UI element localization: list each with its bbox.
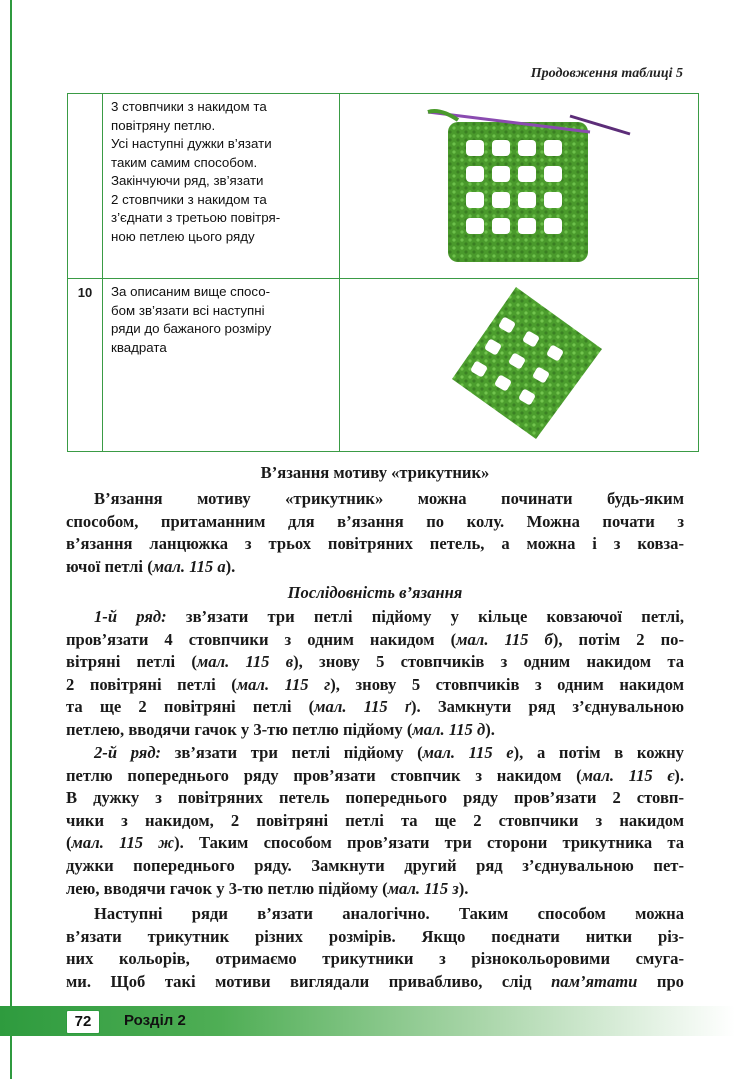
step-description (103, 94, 340, 279)
desc-line: ряди до бажаного розміру (111, 321, 272, 336)
figure-ref: мал. 115 в (196, 652, 294, 672)
table-row (68, 94, 699, 279)
text-line (66, 651, 684, 674)
text-fragment: ). Замкнути ряд з’єднувальною (411, 697, 684, 717)
text-line: дужки попереднього ряду. Замкнути другий ряд з’єднувальною пет- (66, 855, 684, 875)
text-line (66, 606, 684, 629)
text-line: В дужку з повітряних петель попереднього ряду пров’язати 2 стовп- (66, 788, 684, 808)
footer-bar (0, 1006, 735, 1036)
text-fragment: 2 повітряні петлі ( (66, 674, 237, 694)
text-line: в’язання ланцюжка з трьох повітряних петель, а можна і з ковза- (66, 534, 684, 554)
text-line: в’язати трикутник різних розмірів. Якщо поєднати нитки різ- (66, 926, 684, 946)
step-image-cell (340, 279, 699, 452)
text-line (66, 674, 684, 697)
text-fragment: лею, вводячи гачок у 3-тю петлю підйому ( (66, 878, 388, 898)
section-title: В’язання мотиву «трикутник» (260, 463, 490, 482)
desc-line: таким самим способом. (111, 154, 258, 170)
text-line: Наступні ряди в’язати аналогічно. Таким способом можна (94, 904, 684, 923)
text-line: чики з накидом, 2 повітряні петлі та ще 2 стовпчики з накидом (66, 810, 684, 830)
desc-line: з’єднати з третьою повітря- (111, 210, 281, 225)
text-fragment: ), знову 5 стовпчиків з одним накидом та (293, 652, 684, 672)
table-row (68, 279, 699, 452)
text-line (66, 878, 684, 901)
text-fragment: ), знову 5 стовпчиків з одним накидом (330, 674, 684, 694)
step-number (68, 94, 103, 279)
row1-paragraph (66, 606, 684, 742)
text-fragment: ). (674, 765, 684, 785)
text-fragment: ), а потім в кожну (513, 743, 684, 762)
figure-ref: мал. 115 є (581, 765, 675, 785)
text-line (66, 765, 684, 788)
desc-line: Усі наступні дужки в’язати (111, 136, 272, 151)
text-line (66, 832, 684, 855)
text-line: способом, притаманним для в’язання по колу. Можна почати з (66, 511, 684, 531)
text-fragment: ючої петлі ( (66, 556, 153, 576)
text-fragment: та ще 2 повітряні петлі ( (66, 697, 315, 717)
text-line (66, 696, 684, 719)
text-line: них кольорів, отримаємо трикутники з різнокольоровими смуга- (66, 949, 684, 969)
figure-ref: мал. 115 з (387, 878, 459, 898)
intro-paragraph (66, 488, 684, 578)
text-line (66, 719, 684, 742)
text-fragment: вітряні петлі ( (66, 652, 197, 672)
instruction-table (67, 93, 699, 452)
desc-line: ною петлею цього ряду (111, 228, 255, 244)
figure-ref: мал. 115 ж (71, 833, 175, 853)
sequence-title (66, 582, 684, 605)
text-fragment: про (637, 971, 684, 991)
step-description (103, 279, 340, 452)
text-fragment: петлю попереднього ряду пров’язати стовпчик з накидом ( (66, 765, 582, 785)
desc-line: квадрата (111, 339, 167, 355)
desc-line: 3 стовпчики з накидом та (111, 99, 267, 114)
text-fragment: ). (225, 556, 236, 576)
figure-ref: мал. 115 б (456, 629, 553, 649)
text-fragment: ). Таким способом пров’язати три сторони трикутника та (174, 833, 684, 853)
row2-paragraph (66, 742, 684, 900)
figure-ref: мал. 115 а (152, 556, 226, 576)
row-label: 1-й ряд: (94, 607, 167, 626)
figure-ref: мал. 115 е (422, 743, 514, 762)
desc-line: повітряну петлю. (111, 117, 216, 133)
text-fragment: ). (485, 719, 495, 739)
emphasis: пам’ятати (551, 971, 638, 991)
figure-ref: мал. 115 г (236, 674, 331, 694)
text-fragment: ( (66, 833, 72, 853)
final-paragraph (66, 903, 684, 993)
desc-line: бом зв’язати всі наступні (111, 302, 265, 318)
page-number: 72 (66, 1010, 100, 1034)
desc-line: 2 стовпчики з накидом та (111, 191, 267, 207)
text-line: В’язання мотиву «трикутник» можна починати будь-яким (94, 489, 684, 508)
text-fragment: ). (458, 878, 469, 898)
text-line (66, 629, 684, 652)
figure-ref: мал. 115 д (412, 719, 486, 739)
step-image-cell (340, 94, 699, 279)
text-fragment: ), потім 2 по- (552, 629, 684, 649)
text-line (66, 742, 684, 765)
crochet-square-finished-image (340, 279, 696, 443)
text-fragment: зв’язати три петлі підйому у кільце ковзаючої петлі, (166, 607, 684, 626)
text-line (66, 556, 684, 579)
chapter-label: Розділ 2 (124, 1012, 186, 1029)
desc-line: Закінчуючи ряд, зв’язати (111, 173, 264, 188)
text-fragment: петлею, вводячи гачок у 3-тю петлю підйому ( (66, 719, 413, 739)
left-margin-rule (10, 0, 12, 1079)
row-label: 2-й ряд: (94, 743, 162, 762)
text-fragment: пров’язати 4 стовпчики з одним накидом ( (66, 629, 457, 649)
sequence-title-text: Послідовність в’язання (287, 583, 463, 602)
step-number: 10 (68, 279, 103, 452)
crochet-square-with-hook-image (340, 94, 696, 270)
text-line (66, 971, 684, 994)
text-fragment: ми. Щоб такі мотиви виглядали привабливо, слід (66, 971, 552, 991)
table-continuation-note: Продовження таблиці 5 (530, 66, 683, 81)
desc-line: За описаним вище спосо- (111, 284, 271, 299)
text-fragment: зв’язати три петлі підйому ( (161, 743, 423, 762)
figure-ref: мал. 115 ґ (314, 697, 411, 717)
